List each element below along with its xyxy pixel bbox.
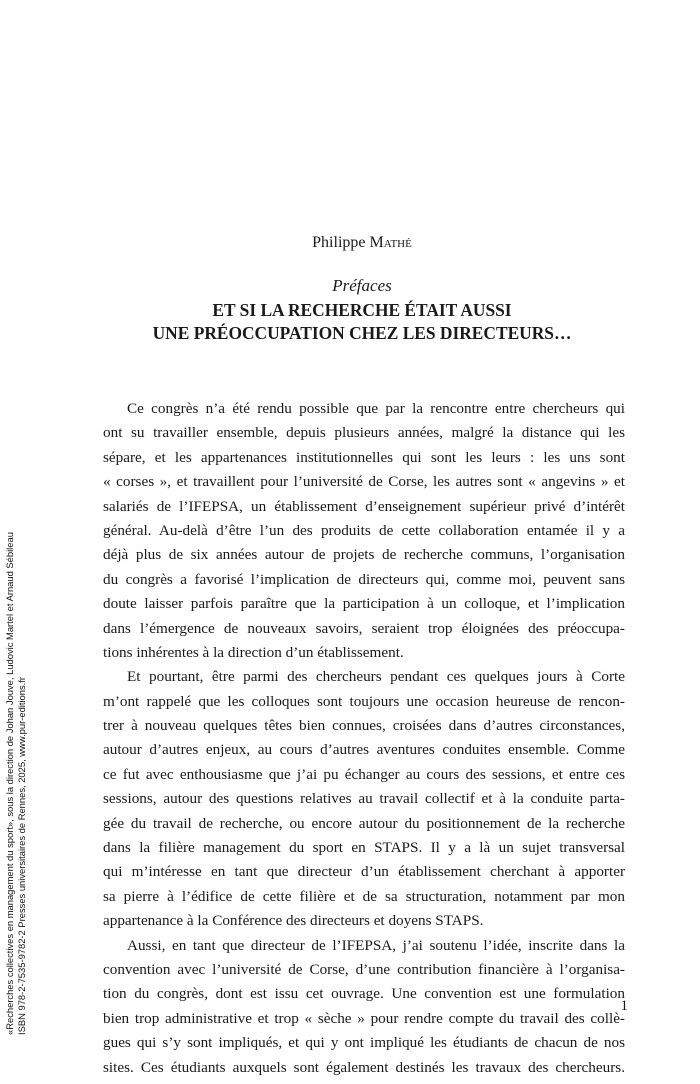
body-line: Et pourtant, être parmi des chercheurs pendant ces quelques jours à Corte xyxy=(127,668,625,686)
body-line: bien trop administrative et trop « sèche » pour rendre compte du travail des collè- xyxy=(103,1009,625,1027)
body-line: m’ont rappelé que les colloques sont toujours une occasion heureuse de rencon- xyxy=(103,692,625,710)
author-first-name: Philippe xyxy=(312,234,370,251)
chapter-title xyxy=(0,299,700,345)
chapter-title-line-2: UNE PRÉOCCUPATION CHEZ LES DIRECTEURS… xyxy=(152,323,572,343)
body-line: appartenance à la Conférence des directeurs et doyens STAPS. xyxy=(103,912,484,930)
body-line: convention avec l’université de Corse, d’une contribution financière à l’organisa- xyxy=(103,960,625,978)
author-name xyxy=(0,234,700,252)
body-line: sites. Ces étudiants auxquels sont également destinés les travaux des chercheurs. xyxy=(103,1058,625,1076)
body-line: tions inhérentes à la direction d’un établissement. xyxy=(103,643,404,661)
body-line: sessions, autour des questions relatives au travail collectif et à la conduite parta- xyxy=(103,790,625,808)
body-line: déjà plus de six années autour de projets de recherche communs, l’organisation xyxy=(103,546,625,564)
body-line: Aussi, en tant que directeur de l’IFEPSA, j’ai soutenu l’idée, inscrite dans la xyxy=(127,936,625,954)
body-line: ce fut avec enthousiasme que j’ai pu échanger au cours des sessions, et entre ces xyxy=(103,765,625,783)
copyright-side-note xyxy=(4,475,28,1035)
body-line: doute laisser parfois paraître que la participation à un colloque, et l’implication xyxy=(103,595,625,613)
side-note-line-2: ISBN 978-2-7535-9782-2 Presses universitaires de Rennes, 2025, www.pur-editions.fr xyxy=(16,677,27,1035)
body-line: du congrès a favorisé l’implication de directeurs qui, comme moi, peuvent sans xyxy=(103,570,625,588)
body-line: salariés de l’IFEPSA, un établissement d’enseignement supérieur privé d’intérêt xyxy=(103,497,625,515)
body-text xyxy=(103,397,625,1080)
section-kicker: Préfaces xyxy=(332,276,392,295)
body-line: dans l’émergence de nouveaux savoirs, seraient trop éloignées des préoccupa- xyxy=(103,619,625,637)
body-line: tion du congrès, dont est issu cet ouvrage. Une convention est une formulation xyxy=(103,985,625,1003)
body-line: gée du travail de recherche, ou encore autour du positionnement de la recherche xyxy=(103,814,625,832)
body-line: sépare, et les appartenances institutionnelles qui sont les leurs : les uns sont xyxy=(103,448,625,466)
chapter-title-line-1: ET SI LA RECHERCHE ÉTAIT AUSSI xyxy=(212,300,512,320)
author-last-name: Mathé xyxy=(369,234,412,251)
body-line: gues qui s’y sont impliqués, et qui y ont impliqué les étudiants de chacun de nos xyxy=(103,1034,625,1052)
body-line: général. Au-delà d’être l’un des produits de cette collaboration entamée il y a xyxy=(103,521,625,539)
body-line: ont su travailler ensemble, depuis plusieurs années, malgré la distance qui les xyxy=(103,424,625,442)
body-line: dans la filière management du sport en STAPS. Il y a là un sujet transversal xyxy=(103,839,625,857)
paragraph-1 xyxy=(103,397,625,665)
body-line: autour d’autres enjeux, au cours d’autres aventures conduites ensemble. Comme xyxy=(103,741,625,759)
paragraph-3 xyxy=(103,934,625,1080)
side-note-line-1: «Recherches collectives en management du sport», sous la direction de Johan Jouve, Ludovic Martel et Arnaud Sébileau xyxy=(4,532,15,1035)
page-number: 1 xyxy=(620,998,628,1014)
body-line: qui m’intéresse en tant que directeur d’un établissement cherchant à apporter xyxy=(103,863,625,881)
body-line: sa pierre à l’édifice de cette filière et de sa structuration, notamment par mon xyxy=(103,887,625,905)
body-line: Ce congrès n’a été rendu possible que par la rencontre entre chercheurs qui xyxy=(127,400,625,417)
body-line: trer à nouveau quelques têtes bien connues, croisées dans d’autres circonstances, xyxy=(103,717,625,735)
paragraph-2 xyxy=(103,665,625,933)
body-line: « corses », et travaillent pour l’université de Corse, les autres sont « angevins » et xyxy=(103,473,625,491)
